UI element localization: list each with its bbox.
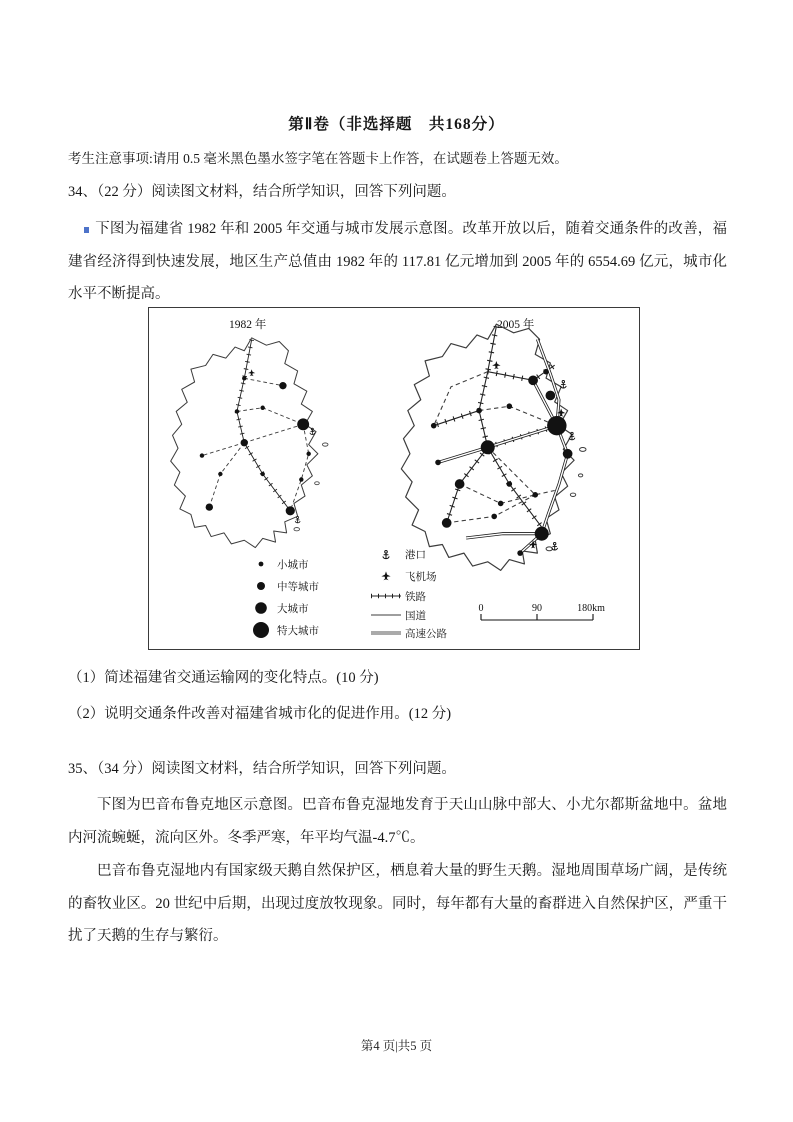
legend-symbols <box>371 548 447 640</box>
candidate-notice: 考生注意事项:请用 0.5 毫米黑色墨水签字笔在答题卡上作答，在试题卷上答题无效。 <box>68 151 568 166</box>
legend-small-city-label: 小城市 <box>277 560 309 571</box>
legend-medium-city-label: 中等城市 <box>277 582 319 593</box>
question-34-intro <box>68 213 727 311</box>
figure-fujian-transport-maps <box>148 307 640 650</box>
cities-2005 <box>431 369 573 556</box>
port-icon <box>383 551 389 559</box>
legend-railway-label: 铁路 <box>405 592 426 603</box>
question-34-sub2: （2）说明交通条件改善对福建省城市化的促进作用。(12 分) <box>68 706 452 722</box>
national-roads-2005 <box>434 372 557 523</box>
scale-zero-label: 0 <box>478 603 484 614</box>
cities-1982 <box>200 376 311 515</box>
airport-icon <box>381 571 390 580</box>
legend-highway-label: 高速公路 <box>405 629 447 640</box>
legend-large-city-label: 大城市 <box>277 604 309 615</box>
legend-airport-label: 飞机场 <box>405 572 437 583</box>
map-1982 <box>171 338 328 548</box>
scale-mid-label: 90 <box>532 603 542 614</box>
section-title: 第Ⅱ卷（非选择题 共168分） <box>288 116 505 133</box>
national-roads-1982 <box>202 378 309 510</box>
legend-port-label: 港口 <box>405 550 426 561</box>
question-35-para1: 下图为巴音布鲁克地区示意图。巴音布鲁克湿地发育于天山山脉中部大、小尤尔都斯盆地中。盆地内河流蜿蜒，流向区外。冬季严寒，年平均气温-4.7℃。 <box>68 797 727 846</box>
question-35-stem: 35、（34 分）阅读图文材料，结合所学知识，回答下列问题。 <box>68 761 456 777</box>
legend-national-road-label: 国道 <box>405 611 426 622</box>
map-scale-bar <box>479 603 606 620</box>
airport-icons-1982 <box>248 369 255 376</box>
question-35-para2: 巴音布鲁克湿地内有国家级天鹅自然保护区，栖息着大量的野生天鹅。湿地周围草场广阔，是传统的畜牧业区。20 世纪中后期，出现过度放牧现象。同时，每年都有大量的畜群进入自然保护区，严重干扰了天鹅的生存与繁衍。 <box>68 863 727 944</box>
page-number-footer: 第4 页|共5 页 <box>360 1039 433 1053</box>
map-2005 <box>401 324 586 570</box>
legend-mega-city-label: 特大城市 <box>277 626 319 637</box>
question-34-sub1: （1）简述福建省交通运输网的变化特点。(10 分) <box>68 670 379 686</box>
scale-end-label: 180km <box>577 603 605 614</box>
map-2005-year-label: 2005 年 <box>497 319 535 331</box>
legend-city-sizes <box>253 558 319 638</box>
blue-mark <box>84 227 89 233</box>
question-34-intro-text: 下图为福建省 1982 年和 2005 年交通与城市发展示意图。改革开放以后，随着交通条件的改善，福建省经济得到快速发展，地区生产总值由 1982 年的 117.81 亿元增加到 2005 年的 6554.69 亿元，城市化水平不断提高。 <box>68 221 727 302</box>
map-1982-year-label: 1982 年 <box>229 319 267 331</box>
question-34-stem: 34、（22 分）阅读图文材料，结合所学知识，回答下列问题。 <box>68 184 456 200</box>
fujian-maps-svg <box>149 308 639 649</box>
railways-1982 <box>237 340 290 511</box>
